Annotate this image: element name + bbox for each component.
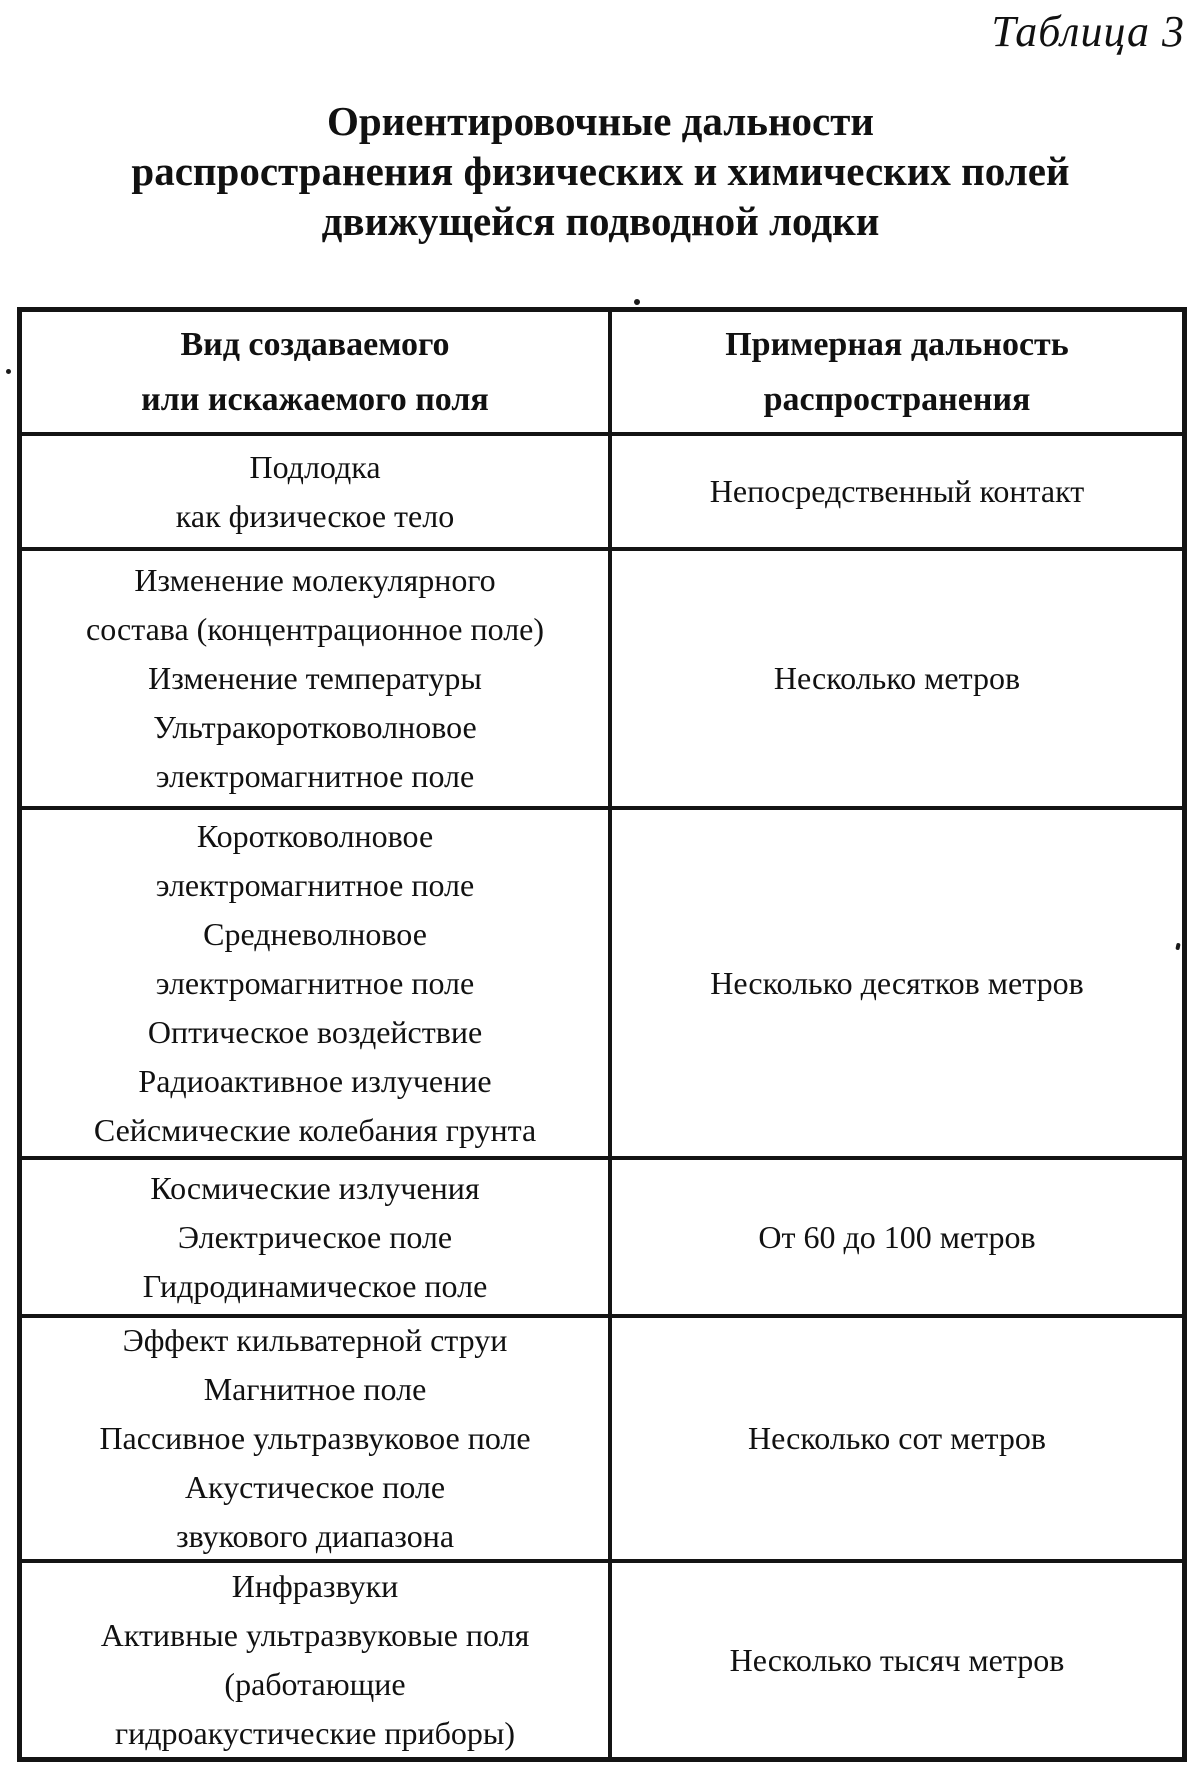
- header-cell-range: [612, 312, 1182, 432]
- field-cell: [22, 810, 612, 1156]
- range-cell: [612, 1563, 1182, 1757]
- range-value: Несколько метров: [773, 660, 1021, 696]
- table-row: [22, 1563, 1182, 1757]
- field-line: Электрическое поле: [177, 1218, 453, 1255]
- field-cell: [22, 551, 612, 806]
- scan-speck: [6, 369, 11, 374]
- field-line: звукового диапазона: [175, 1518, 455, 1554]
- field-line: Космические излучения: [150, 1169, 480, 1206]
- field-line: Инфразвуки: [231, 1568, 399, 1604]
- field-line: Акустическое поле: [184, 1469, 446, 1505]
- field-cell: [22, 1563, 612, 1757]
- field-cell: [22, 1318, 612, 1559]
- header-cell-field-type: [22, 312, 612, 432]
- range-value: Непосредственный контакт: [709, 473, 1085, 509]
- document-title-line: движущейся подводной лодки: [321, 198, 880, 244]
- field-line: Активные ультразвуковые поля: [100, 1617, 530, 1653]
- range-value: Несколько тысяч метров: [729, 1641, 1065, 1678]
- scan-speck: [634, 299, 640, 305]
- field-line: Радиоактивное излучение: [138, 1062, 492, 1099]
- field-line: электромагнитное поле: [155, 866, 475, 903]
- document-title-line: Ориентировочные дальности: [326, 98, 875, 144]
- field-line: Изменение молекулярного: [134, 562, 496, 598]
- header-cell-range-line: Примерная дальность: [725, 326, 1069, 363]
- field-line: состава (концентрационное поле): [85, 611, 545, 647]
- range-value: От 60 до 100 метров: [758, 1218, 1036, 1255]
- range-cell: [612, 810, 1182, 1156]
- header-cell-field-type-line: или искажаемого поля: [141, 381, 489, 418]
- range-cell: [612, 1318, 1182, 1559]
- field-cell: [22, 1160, 612, 1314]
- field-line: как физическое тело: [175, 497, 455, 534]
- field-line: электромагнитное поле: [155, 964, 475, 1001]
- field-line: Коротковолновое: [196, 817, 434, 854]
- field-line: Ультракоротковолновое: [153, 709, 477, 745]
- range-value: Несколько сот метров: [748, 1420, 1046, 1456]
- range-cell: [612, 436, 1182, 547]
- range-cell: [612, 1160, 1182, 1314]
- field-line: Эффект кильватерной струи: [122, 1322, 508, 1358]
- table-row: [22, 1160, 1182, 1318]
- field-line: электромагнитное поле: [155, 758, 475, 794]
- fields-range-table: [17, 307, 1187, 1762]
- table-number-label: Таблица 3: [991, 7, 1185, 56]
- field-line: Магнитное поле: [203, 1371, 427, 1407]
- document-title-line: распространения физических и химических полей: [131, 148, 1070, 194]
- table-row: [22, 1318, 1182, 1563]
- field-line: гидроакустические приборы): [115, 1715, 515, 1751]
- field-cell: [22, 436, 612, 547]
- document-title: [0, 96, 1201, 246]
- field-line: Оптическое воздействие: [147, 1013, 483, 1050]
- field-line: Подлодка: [249, 448, 381, 485]
- field-line: Гидродинамическое поле: [142, 1267, 488, 1304]
- field-line: (работающие: [224, 1666, 406, 1702]
- table-row: [22, 810, 1182, 1160]
- range-value: Несколько десятков метров: [710, 964, 1084, 1001]
- field-line: Изменение температуры: [148, 660, 482, 696]
- table-row: [22, 436, 1182, 551]
- field-line: Пассивное ультразвуковое поле: [99, 1420, 531, 1456]
- field-line: Сейсмические колебания грунта: [93, 1111, 537, 1148]
- table-header-row: [22, 312, 1182, 436]
- table-row: [22, 551, 1182, 810]
- range-cell: [612, 551, 1182, 806]
- header-cell-field-type-line: Вид создаваемого: [180, 326, 450, 363]
- field-line: Средневолновое: [203, 915, 427, 952]
- header-cell-range-line: распространения: [763, 381, 1031, 418]
